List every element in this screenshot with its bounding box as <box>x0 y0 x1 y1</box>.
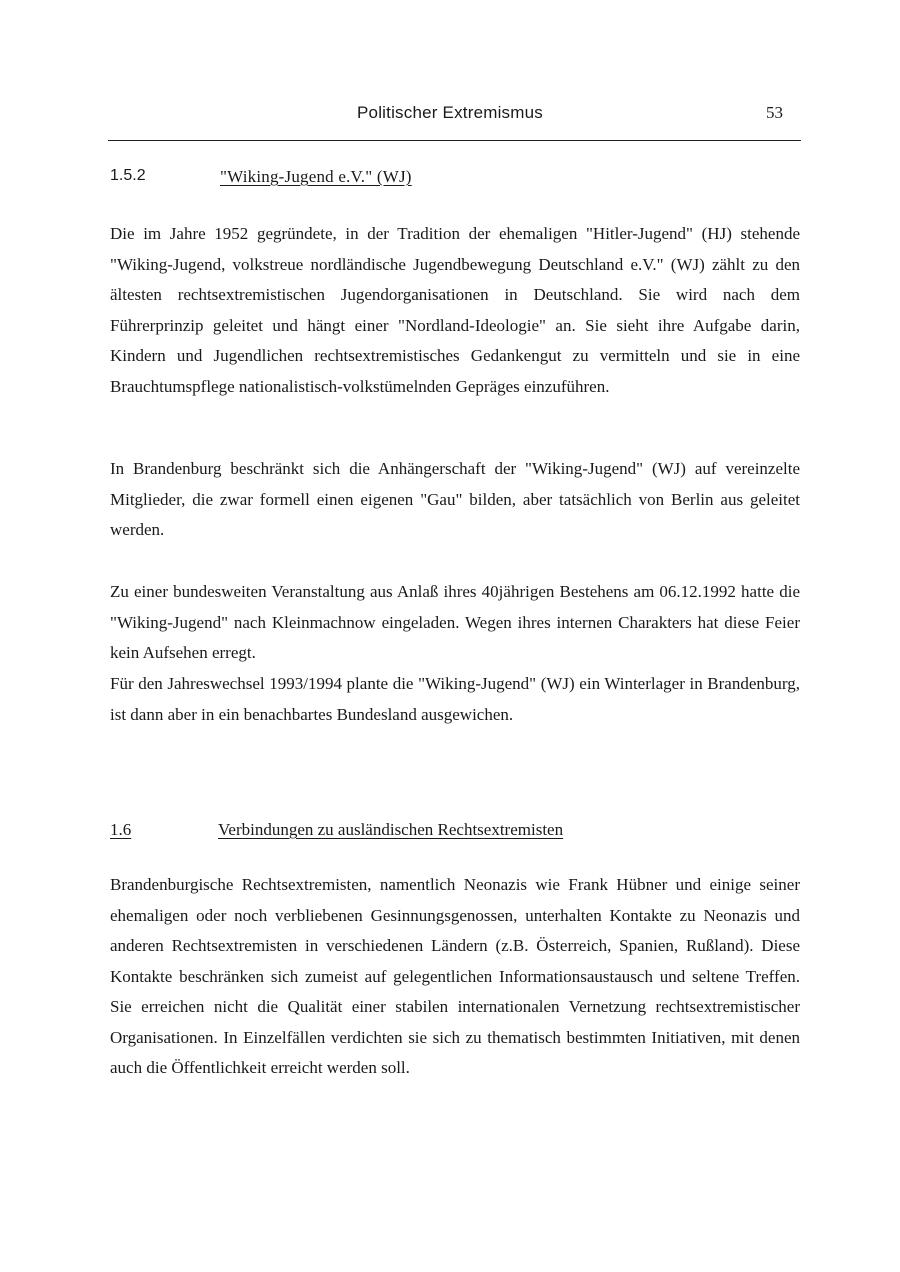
section-title: Verbindungen zu ausländischen Rechtsextremisten <box>218 820 564 839</box>
paragraph-wj-winterlager: Für den Jahreswechsel 1993/1994 plante die "Wiking-Jugend" (WJ) ein Winterlager in Brandenburg, ist dann aber in ein benachbartes Bundesland ausgewichen. <box>110 674 800 724</box>
page-number: 53 <box>766 103 783 122</box>
running-title: Politischer Extremismus <box>357 103 543 122</box>
paragraph-foreign-contacts: Brandenburgische Rechtsextremisten, namentlich Neonazis wie Frank Hübner und einige seiner ehemaligen oder noch verbliebenen Gesinnungsgenossen, unterhalten Kontakte zu Neonazis und anderen Rechtsextremisten in verschiedenen Ländern (z.B. Österreich, Spanien, Rußland). Diese Kontakte beschränken sich zumeist auf gelegentlichen Informationsaustausch und seltene Treffen. Sie erreichen nicht die Qualität einer stabilen internationalen Vernetzung rechtsextremistischer Organisationen. In Einzelfällen verdichten sie sich zu thematisch bestimmten Initiativen, mit denen auch die Öffentlichkeit erreicht werden soll. <box>110 875 800 1077</box>
section-number: 1.5.2 <box>110 167 146 184</box>
paragraph-wj-brandenburg: In Brandenburg beschränkt sich die Anhängerschaft der "Wiking-Jugend" (WJ) auf vereinzelte Mitglieder, die zwar formell einen eigenen "Gau" bilden, aber tatsächlich von Berlin aus geleitet werden. <box>110 459 800 539</box>
section-title: "Wiking-Jugend e.V." (WJ) <box>220 167 412 186</box>
paragraph-wj-event: Zu einer bundesweiten Veranstaltung aus Anlaß ihres 40jährigen Bestehens am 06.12.1992 hatte die "Wiking-Jugend" nach Kleinmachnow eingeladen. Wegen ihres internen Charakters hat diese Feier kein Aufsehen erregt. <box>110 582 800 662</box>
header-rule <box>108 140 801 141</box>
paragraph-wj-intro: Die im Jahre 1952 gegründete, in der Tradition der ehemaligen "Hitler-Jugend" (HJ) stehende "Wiking-Jugend, volkstreue nordländische Jugendbewegung Deutschland e.V." (WJ) zählt zu den ältesten rechtsextremistischen Jugendorganisationen in Deutschland. Sie wird nach dem Führerprinzip geleitet und hängt einer "Nordland-Ideologie" an. Sie sieht ihre Aufgabe darin, Kindern und Jugendlichen rechtsextremistisches Gedankengut zu vermitteln und sie in eine Brauchtumspflege nationalistisch-volkstümelnden Gepräges einzuführen. <box>110 224 800 396</box>
section-number: 1.6 <box>110 820 132 839</box>
